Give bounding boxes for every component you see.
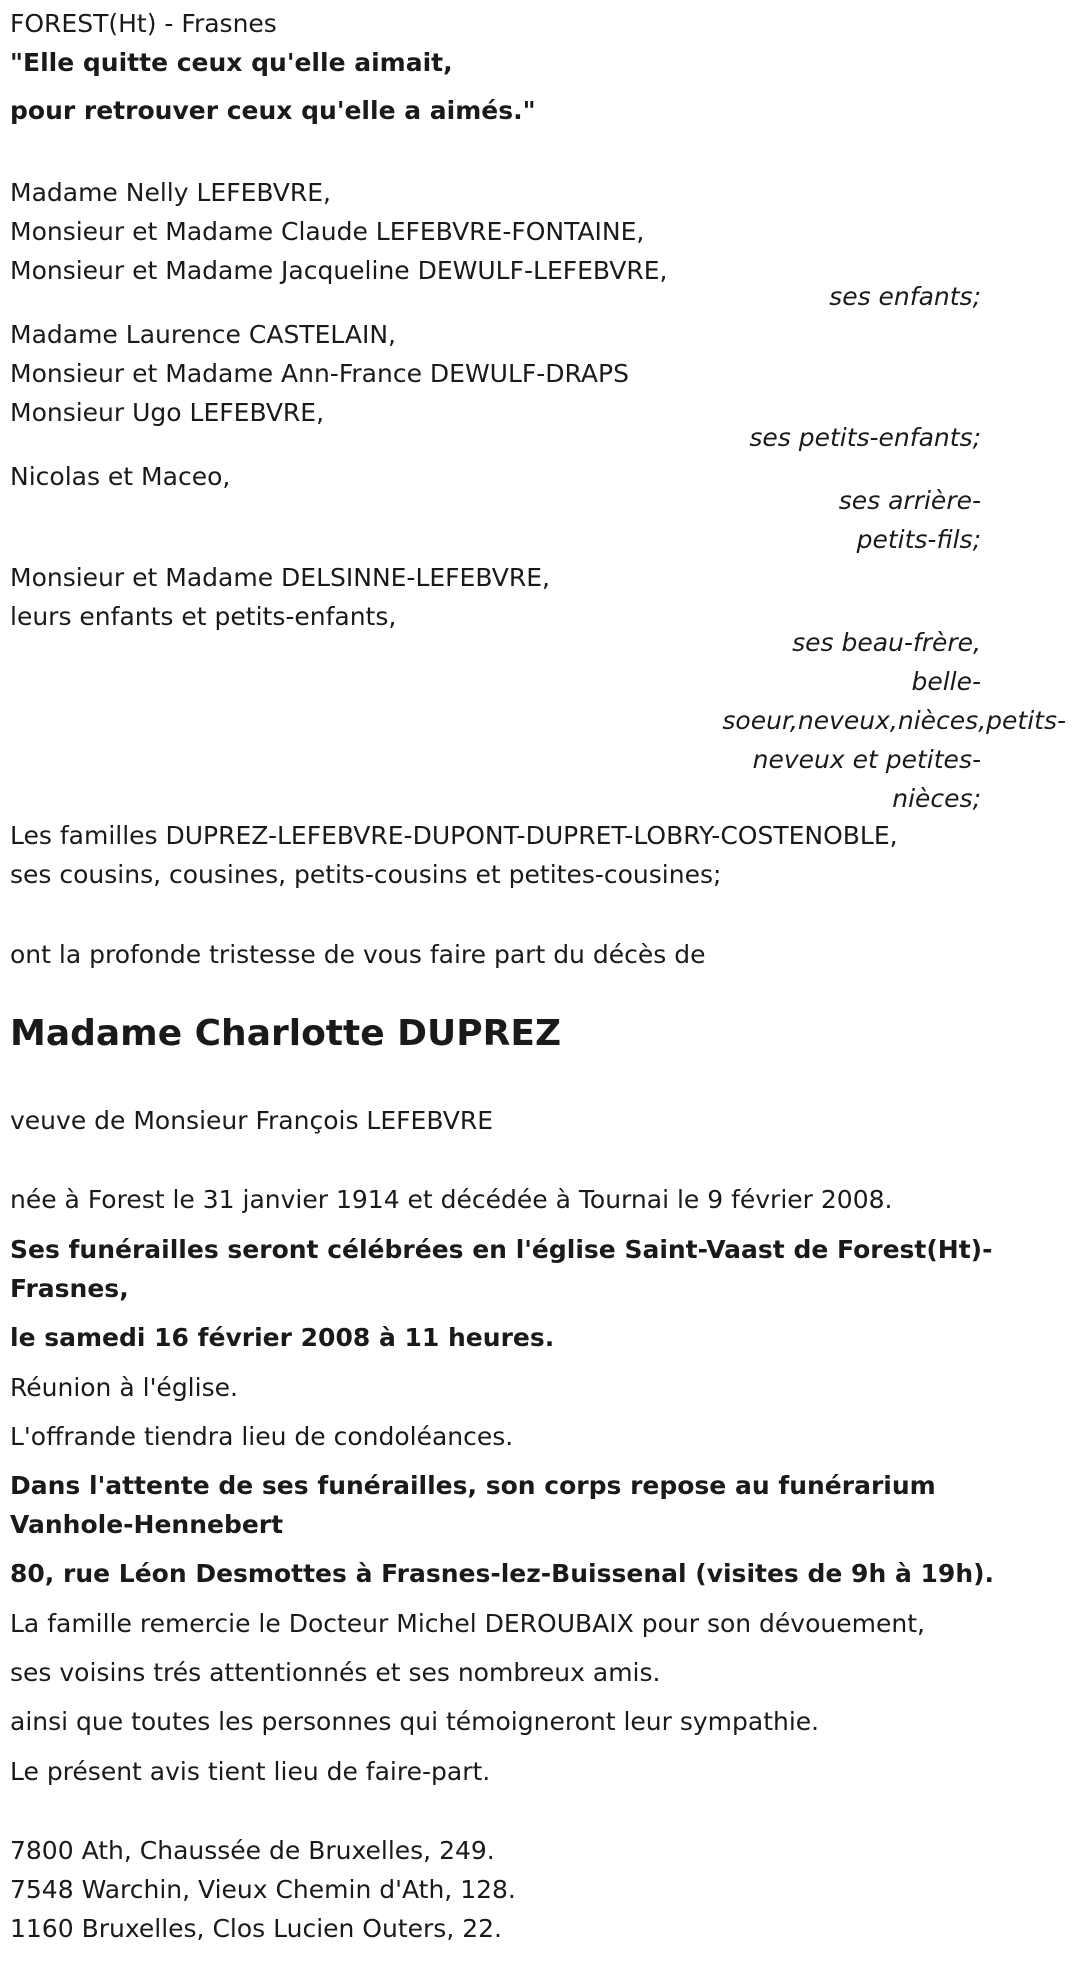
children-name-2: Monsieur et Madame Claude LEFEBVRE-FONTAINE, — [10, 217, 645, 246]
funeral-line-2: Frasnes, — [10, 1274, 129, 1303]
in-laws-relation-5: nièces; — [892, 784, 981, 813]
in-laws-relation-3: soeur,neveux,nièces,petits- — [722, 706, 1066, 735]
widow-of: veuve de Monsieur François LEFEBVRE — [10, 1106, 493, 1135]
thanks-line-4: Le présent avis tient lieu de faire-part. — [10, 1757, 491, 1786]
address-2: 7548 Warchin, Vieux Chemin d'Ath, 128. — [10, 1875, 516, 1904]
in-laws-relation-1: ses beau-frère, — [792, 628, 981, 657]
children-relation: ses enfants; — [829, 282, 981, 311]
thanks-line-2: ses voisins trés attentionnés et ses nombreux amis. — [10, 1658, 661, 1687]
address-1: 7800 Ath, Chaussée de Bruxelles, 249. — [10, 1836, 495, 1865]
thanks-line-1: La famille remercie le Docteur Michel DEROUBAIX pour son dévouement, — [10, 1609, 925, 1638]
in-laws-name-1: Monsieur et Madame DELSINNE-LEFEBVRE, — [10, 563, 550, 592]
in-laws-relation-4: neveux et petites- — [752, 745, 981, 774]
families-line-2: ses cousins, cousines, petits-cousins et petites-cousines; — [10, 860, 722, 889]
children-name-3: Monsieur et Madame Jacqueline DEWULF-LEFEBVRE, — [10, 256, 668, 285]
deceased-name: Madame Charlotte DUPREZ — [10, 1013, 562, 1054]
grandchildren-name-1: Madame Laurence CASTELAIN, — [10, 320, 396, 349]
funeral-address: 80, rue Léon Desmottes à Frasnes-lez-Buissenal (visites de 9h à 19h). — [10, 1559, 995, 1588]
funeral-date: le samedi 16 février 2008 à 11 heures. — [10, 1323, 555, 1352]
quote-line-1: "Elle quitte ceux qu'elle aimait, — [10, 48, 453, 77]
great-grandchildren-relation-2: petits-fils; — [856, 525, 981, 554]
funeral-offering: L'offrande tiendra lieu de condoléances. — [10, 1422, 514, 1451]
great-grandchildren-relation-1: ses arrière- — [838, 486, 981, 515]
funeral-rest-2: Vanhole-Hennebert — [10, 1510, 284, 1539]
funeral-meeting: Réunion à l'église. — [10, 1373, 238, 1402]
grandchildren-relation: ses petits-enfants; — [749, 423, 981, 452]
funeral-rest-1: Dans l'attente de ses funérailles, son corps repose au funérarium — [10, 1471, 936, 1500]
in-laws-name-2: leurs enfants et petits-enfants, — [10, 602, 397, 631]
funeral-line-1: Ses funérailles seront célébrées en l'église Saint-Vaast de Forest(Ht)- — [10, 1235, 993, 1264]
place-header: FOREST(Ht) - Frasnes — [10, 9, 277, 38]
children-name-1: Madame Nelly LEFEBVRE, — [10, 178, 331, 207]
thanks-line-3: ainsi que toutes les personnes qui témoigneront leur sympathie. — [10, 1707, 820, 1736]
great-grandchildren-name: Nicolas et Maceo, — [10, 462, 231, 491]
quote-line-2: pour retrouver ceux qu'elle a aimés." — [10, 96, 536, 125]
families-line-1: Les familles DUPREZ-LEFEBVRE-DUPONT-DUPRET-LOBRY-COSTENOBLE, — [10, 821, 898, 850]
birth-death: née à Forest le 31 janvier 1914 et décédée à Tournai le 9 février 2008. — [10, 1185, 893, 1214]
grandchildren-name-3: Monsieur Ugo LEFEBVRE, — [10, 398, 325, 427]
in-laws-relation-2: belle- — [911, 667, 981, 696]
grandchildren-name-2: Monsieur et Madame Ann-France DEWULF-DRAPS — [10, 359, 629, 388]
announcement: ont la profonde tristesse de vous faire part du décès de — [10, 940, 706, 969]
address-3: 1160 Bruxelles, Clos Lucien Outers, 22. — [10, 1914, 502, 1943]
